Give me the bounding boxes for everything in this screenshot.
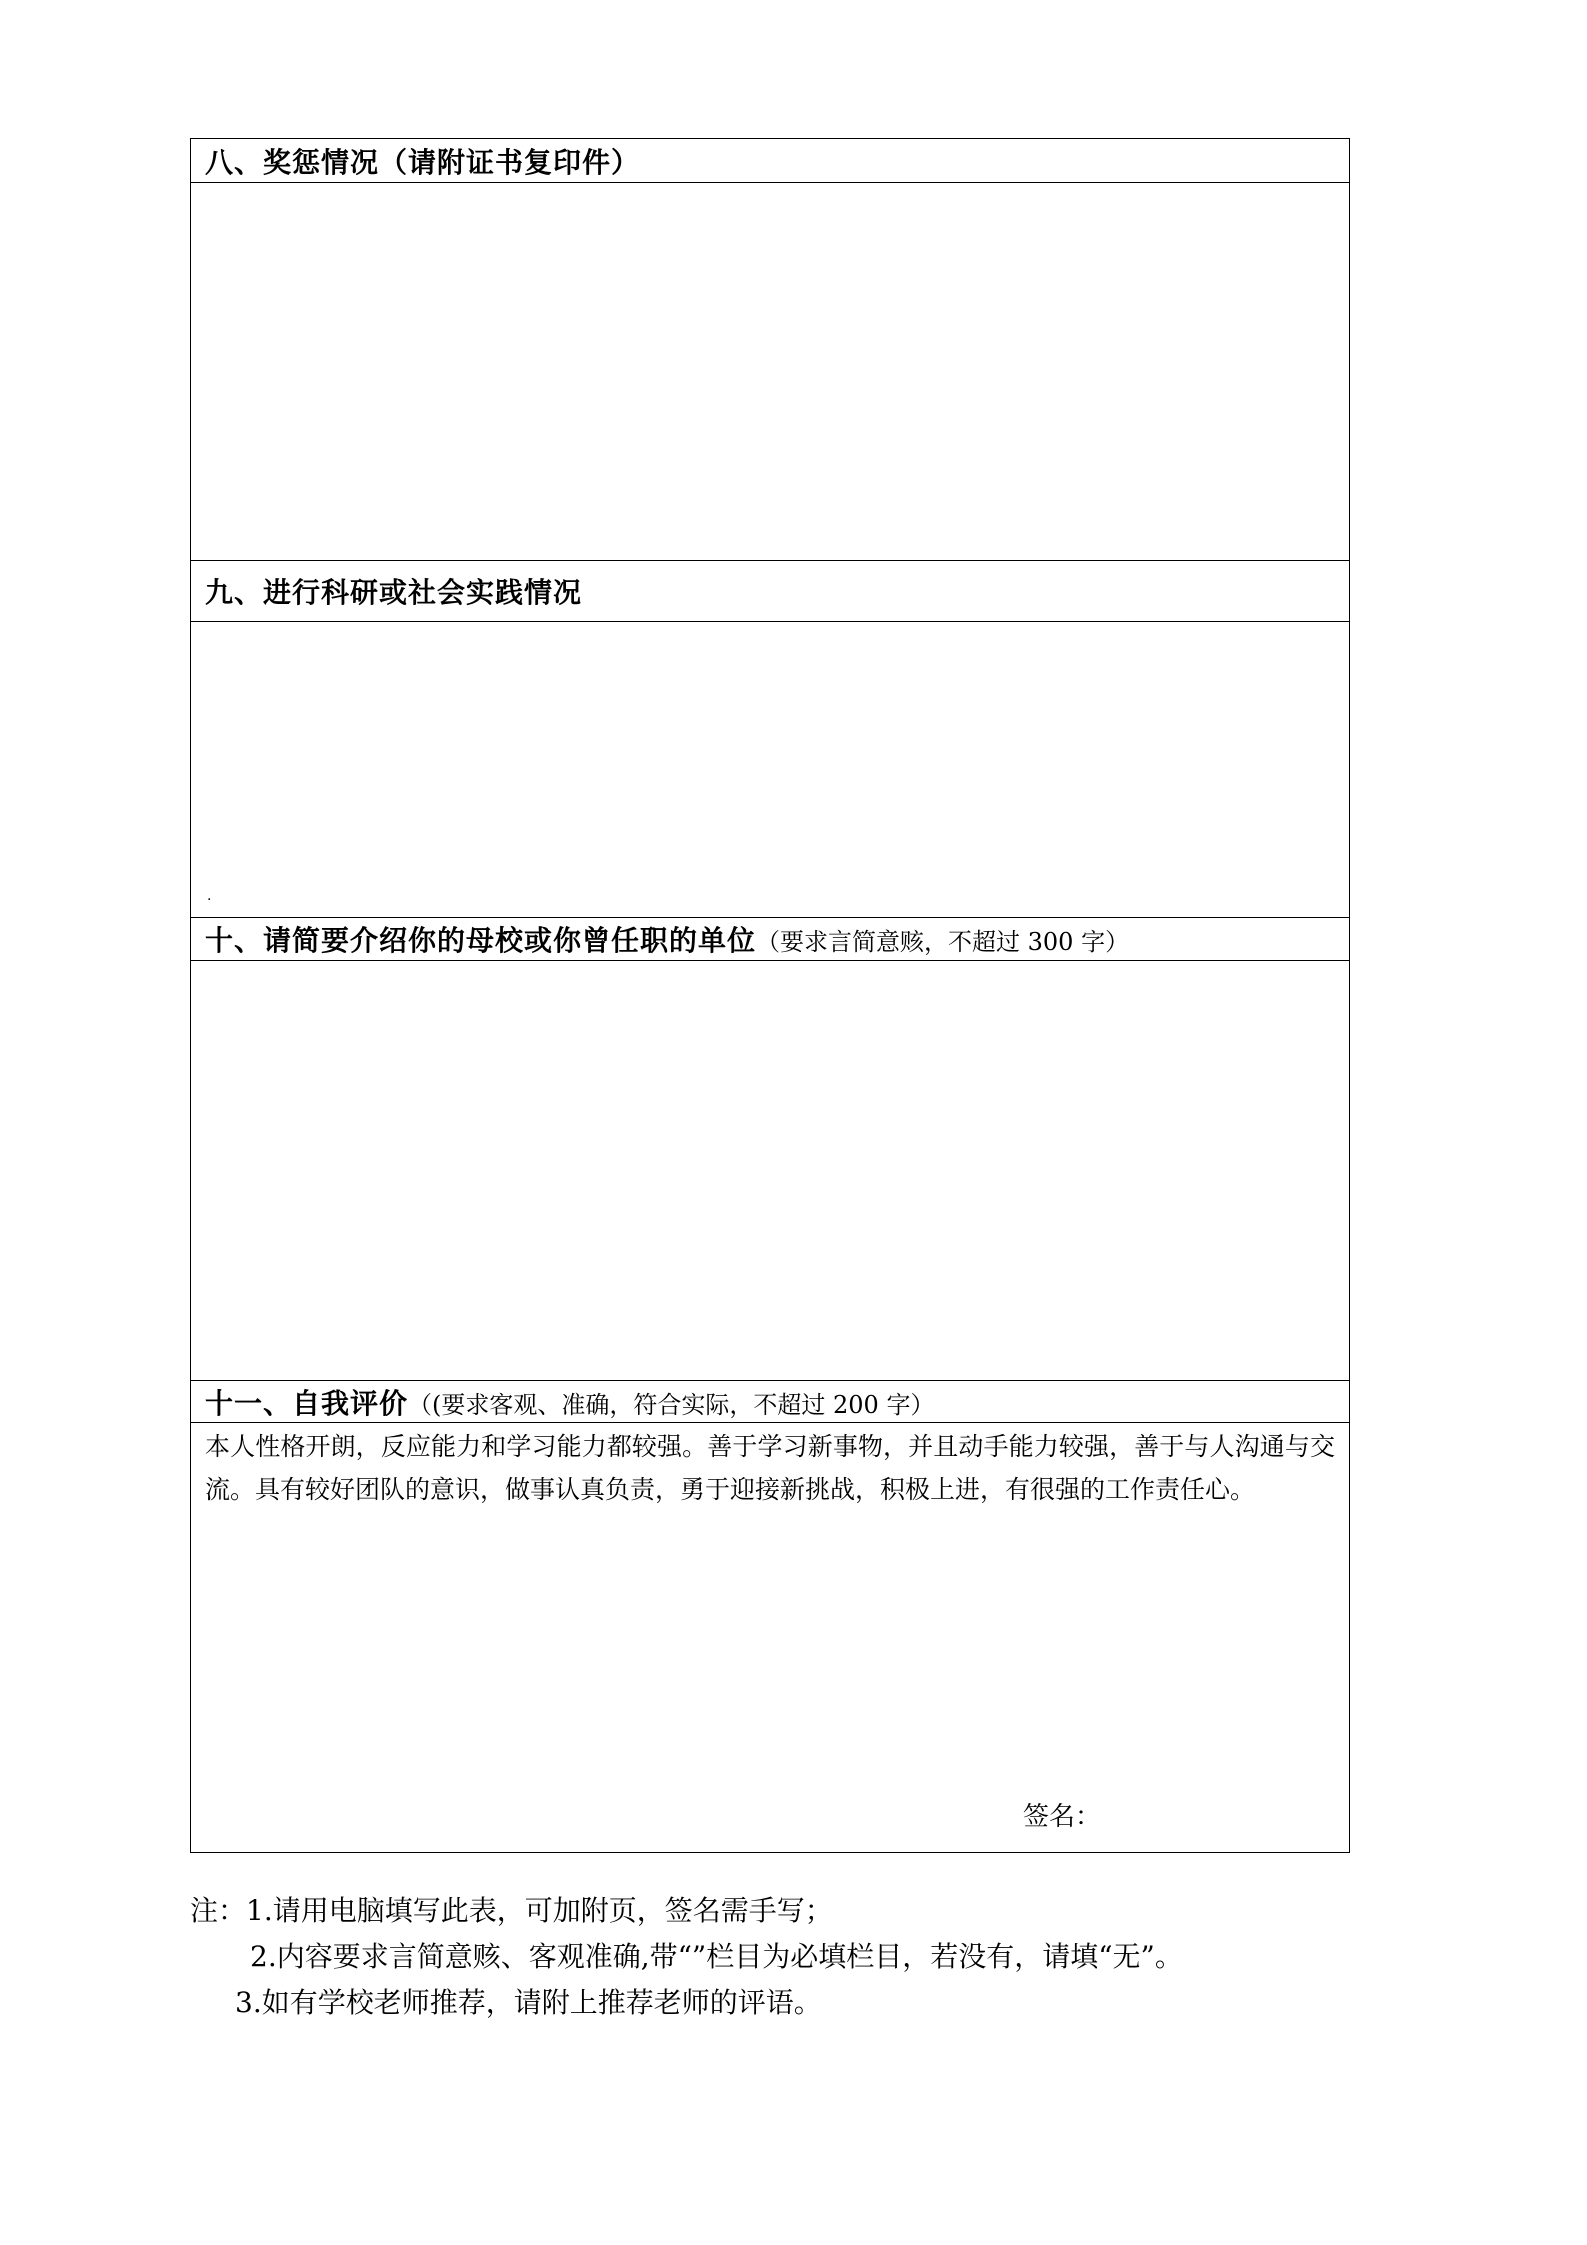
note-line-2: 2.内容要求言简意赅、客观准确,带“”栏目为必填栏目，若没有，请填“无”。 (250, 1940, 1183, 1973)
stray-mark: . (207, 888, 212, 904)
awards-section-title: 八、奖惩情况（请附证书复印件） (205, 145, 641, 179)
school-intro-section-note: （要求言简意赅，不超过 300 字） (756, 928, 1130, 956)
practice-section-body[interactable] (191, 622, 1350, 918)
self-evaluation-section-note: （(要求客观、准确，符合实际，不超过 200 字） (408, 1390, 935, 1419)
self-evaluation-text: 本人性格开朗，反应能力和学习能力都较强。善于学习新事物，并且动手能力较强，善于与人沟通与交流。具有较好团队的意识，做事认真负责，勇于迎接新挑战，积极上进，有很强的工作责任心。 (205, 1432, 1335, 1504)
school-intro-section-header (191, 918, 1350, 961)
school-intro-section-title: 十、请简要介绍你的母校或你曾任职的单位 (205, 924, 757, 957)
signature-label: 签名： (1023, 1802, 1102, 1832)
school-intro-section-body[interactable] (191, 961, 1350, 1381)
application-form-table (190, 138, 1350, 1853)
self-evaluation-section-title: 十一、自我评价 (205, 1386, 409, 1420)
note-line-3: 3.如有学校老师推荐，请附上推荐老师的评语。 (235, 1986, 822, 2019)
note-line-1: 注：1.请用电脑填写此表，可加附页，签名需手写； (190, 1894, 833, 1927)
self-evaluation-section-header (191, 1381, 1350, 1423)
self-evaluation-section-body[interactable] (191, 1423, 1350, 1853)
practice-section-title: 九、进行科研或社会实践情况 (205, 576, 583, 609)
form-notes (190, 1888, 1390, 2026)
practice-section-header (191, 561, 1350, 622)
awards-section-body[interactable] (191, 183, 1350, 561)
awards-section-header (191, 139, 1350, 183)
